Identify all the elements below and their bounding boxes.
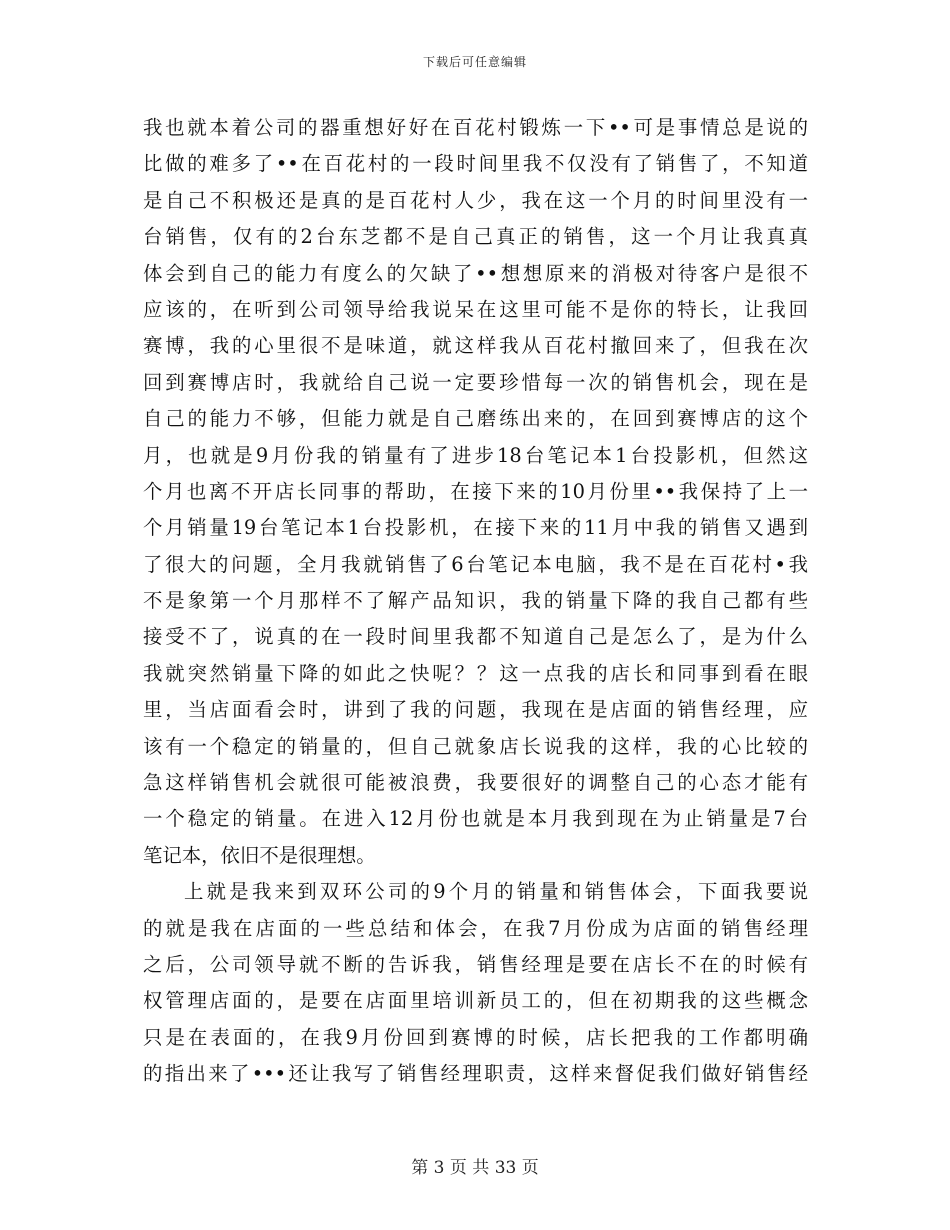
body-line: 赛博，我的心里很不是味道，就这样我从百花村撤回来了，但我在次 xyxy=(143,334,808,358)
body-line: 是自己不积极还是真的是百花村人少，我在这一个月的时间里没有一 xyxy=(143,188,808,212)
body-line: 台销售，仅有的2台东芝都不是自己真正的销售，这一个月让我真真 xyxy=(143,225,808,249)
footer-suffix: 页 xyxy=(521,1158,539,1178)
body-line: 我也就本着公司的器重想好好在百花村锻炼一下••可是事情总是说的 xyxy=(143,116,808,139)
footer-total-pages: 33 xyxy=(494,1158,517,1178)
footer-middle: 页 共 xyxy=(449,1158,490,1178)
body-line: 应该的，在听到公司领导给我说呆在这里可能不是你的特长，让我回 xyxy=(143,297,808,321)
body-line: 比做的难多了••在百花村的一段时间里我不仅没有了销售了，不知道 xyxy=(143,152,808,176)
body-line: 了很大的问题，全月我就销售了6台笔记本电脑，我不是在百花村•我 xyxy=(143,552,808,576)
document-body xyxy=(143,110,808,1093)
body-line: 一个稳定的销量。在进入12月份也就是本月我到现在为止销量是7台 xyxy=(143,807,808,831)
body-line: 里，当店面看会时，讲到了我的问题，我现在是店面的销售经理，应 xyxy=(143,698,808,722)
body-line: 的就是我在店面的一些总结和体会，在我7月份成为店面的销售经理 xyxy=(143,916,808,940)
paragraph-first-line: 上就是我来到双环公司的9个月的销量和销售体会，下面我要说 xyxy=(184,880,808,904)
body-line: 个月销量19台笔记本1台投影机，在接下来的11月中我的销售又遇到 xyxy=(143,516,808,540)
body-line: 自己的能力不够，但能力就是自己磨练出来的，在回到赛博店的这个 xyxy=(143,407,808,431)
body-line: 不是象第一个月那样不了解产品知识，我的销量下降的我自己都有些 xyxy=(143,589,808,613)
body-line: 权管理店面的，是要在店面里培训新员工的，但在初期我的这些概念 xyxy=(143,989,808,1013)
body-line: 只是在表面的，在我9月份回到赛博的时候，店长把我的工作都明确 xyxy=(143,1025,808,1049)
body-line: 的指出来了•••还让我写了销售经理职责，这样来督促我们做好销售经 xyxy=(143,1062,808,1086)
footer-prefix: 第 xyxy=(411,1158,429,1178)
body-line: 该有一个稳定的销量的，但自己就象店长说我的这样，我的心比较的 xyxy=(143,734,808,758)
body-line: 个月也离不开店长同事的帮助，在接下来的10月份里••我保持了上一 xyxy=(143,479,808,503)
page-footer xyxy=(0,1153,950,1178)
body-line: 月，也就是9月份我的销量有了进步18台笔记本1台投影机，但然这 xyxy=(143,443,808,467)
body-line: 体会到自己的能力有度么的欠缺了••想想原来的消极对待客户是很不 xyxy=(143,261,808,285)
body-line: 回到赛博店时，我就给自己说一定要珍惜每一次的销售机会，现在是 xyxy=(143,370,808,394)
footer-current-page: 3 xyxy=(433,1158,445,1178)
body-line: 之后，公司领导就不断的告诉我，销售经理是要在店长不在的时候有 xyxy=(143,952,808,976)
page-header-note: 下载后可任意编辑 xyxy=(422,55,527,69)
body-line: 我就突然销量下降的如此之快呢？？这一点我的店长和同事到看在眼 xyxy=(143,661,808,685)
paragraph-end-line: 笔记本，依旧不是很理想。 xyxy=(143,843,376,867)
body-line: 接受不了，说真的在一段时间里我都不知道自己是怎么了，是为什么 xyxy=(143,625,808,649)
body-line: 急这样销售机会就很可能被浪费，我要很好的调整自己的心态才能有 xyxy=(143,771,808,795)
